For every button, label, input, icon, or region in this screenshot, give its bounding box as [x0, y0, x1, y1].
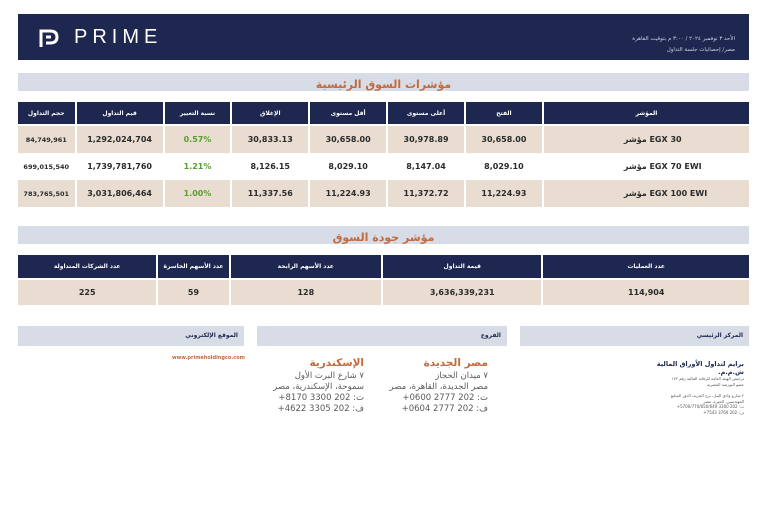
open-value: 8,029.10 — [466, 153, 542, 180]
close-value: 11,337.56 — [232, 180, 308, 207]
trade-value: 1,739,781,760 — [77, 153, 163, 180]
change-value: 1.21% — [165, 153, 231, 180]
index-name: مؤشر EGX 70 EWI — [544, 153, 749, 180]
branch-fax: ف: 202 2777 0604+ — [401, 404, 488, 414]
website-label: الموقع الإلكتروني — [18, 326, 244, 346]
branch-address: ٧ شارع البرت الأول — [294, 371, 364, 381]
low-value: 30,658.00 — [310, 126, 386, 153]
hq-address: ٢ شارع وادي النيل، برج الحرية، الدور السابع — [670, 393, 744, 398]
hq-license: ترخيص الهيئة العامة للرقابة المالية رقم ١٧٢ — [671, 376, 744, 381]
col-trade-value: قيمة التداول — [383, 255, 541, 280]
branch-address: ٧ ميدان الحجاز — [435, 371, 488, 381]
col-volume: حجم التداول — [18, 102, 75, 126]
close-value: 8,126.15 — [232, 153, 308, 180]
index-name: مؤشر EGX 30 — [544, 126, 749, 153]
col-transactions: عدد العمليات — [543, 255, 749, 280]
col-high: أعلى مستوى — [388, 102, 464, 126]
col-low: أقل مستوى — [310, 102, 386, 126]
branch-address: سموحة، الإسكندرية، مصر — [273, 382, 364, 392]
col-close: الإغلاق — [232, 102, 308, 126]
col-value: قيم التداول — [77, 102, 163, 126]
close-value: 30,833.13 — [232, 126, 308, 153]
head-office — [634, 360, 744, 415]
transactions-value: 114,904 — [543, 280, 749, 305]
open-value: 30,658.00 — [466, 126, 542, 153]
table-row — [18, 153, 749, 180]
table-row — [18, 280, 749, 305]
col-open: الفتح — [466, 102, 542, 126]
col-gainers: عدد الأسهم الرابحة — [231, 255, 381, 280]
report-subtitle: مصر/ إحصائيات جلسة التداول — [666, 47, 735, 53]
hq-phone: ت: 202 3300 5700/770/650/649+ — [676, 404, 744, 409]
branches-label: الفروع — [257, 326, 507, 346]
change-value: 1.00% — [165, 180, 231, 207]
branch-heliopolis — [390, 357, 488, 415]
trade-volume: 699,015,540 — [18, 153, 75, 180]
table-row — [18, 180, 749, 207]
losers-value: 59 — [158, 280, 228, 305]
high-value: 11,372.72 — [388, 180, 464, 207]
hq-membership: عضو البورصة المصرية — [706, 381, 744, 387]
prime-logo — [38, 26, 162, 49]
prime-logo-icon — [38, 27, 60, 49]
branch-phone: ت: 202 2777 0600+ — [402, 393, 488, 403]
col-index: المؤشر — [544, 102, 749, 126]
table-row — [18, 126, 749, 153]
trade-value: 3,636,339,231 — [383, 280, 541, 305]
trade-value: 3,031,806,464 — [77, 180, 163, 207]
market-quality-title-bar — [18, 226, 749, 244]
col-losers: عدد الأسهم الخاسرة — [158, 255, 228, 280]
high-value: 30,978.89 — [388, 126, 464, 153]
report-date: الأحد ٣ نوفمبر ٢٠٢٤ / ٣:٠٠ م بتوقيت القاهرة — [632, 36, 735, 42]
index-name: مؤشر EGX 100 EWI — [544, 180, 749, 207]
hq-company-name: برايم لتداول الأوراق المالية ش.م.م. — [656, 360, 744, 376]
high-value: 8,147.04 — [388, 153, 464, 180]
logo-text: PRIME — [74, 26, 163, 48]
trade-value: 1,292,024,704 — [77, 126, 163, 153]
main-indices-table — [16, 102, 751, 207]
report-header — [18, 14, 749, 60]
branch-alexandria — [273, 357, 364, 415]
branch-name: الإسكندرية — [309, 357, 364, 369]
col-change: نسبة التغيير — [165, 102, 231, 126]
col-traded-companies: عدد الشركات المتداولة — [18, 255, 156, 280]
low-value: 11,224.93 — [310, 180, 386, 207]
main-indices-title-bar — [18, 73, 749, 91]
market-quality-title: مؤشر جودة السوق — [332, 231, 435, 244]
trade-volume: 84,749,961 — [18, 126, 75, 153]
market-quality-table — [16, 255, 751, 305]
main-indices-title: مؤشرات السوق الرئيسية — [315, 78, 452, 91]
open-value: 11,224.93 — [466, 180, 542, 207]
trade-volume: 783,765,501 — [18, 180, 75, 207]
hq-fax: ف: 202 3760 7543+ — [703, 409, 744, 415]
gainers-value: 128 — [231, 280, 381, 305]
website-link[interactable]: www.primeholdingco.com — [172, 355, 245, 361]
branch-address: مصر الجديدة، القاهرة، مصر — [389, 382, 488, 392]
change-value: 0.57% — [165, 126, 231, 153]
branch-name: مصر الجديدة — [423, 357, 488, 369]
branch-phone: ت: 202 3300 8170+ — [278, 393, 364, 403]
low-value: 8,029.10 — [310, 153, 386, 180]
branch-fax: ف: 202 3305 4622+ — [277, 404, 364, 414]
hq-label: المركز الرئيسي — [520, 326, 749, 346]
traded-companies-value: 225 — [18, 280, 156, 305]
hq-address: المهندسين، الجيزة، مصر — [703, 398, 744, 404]
